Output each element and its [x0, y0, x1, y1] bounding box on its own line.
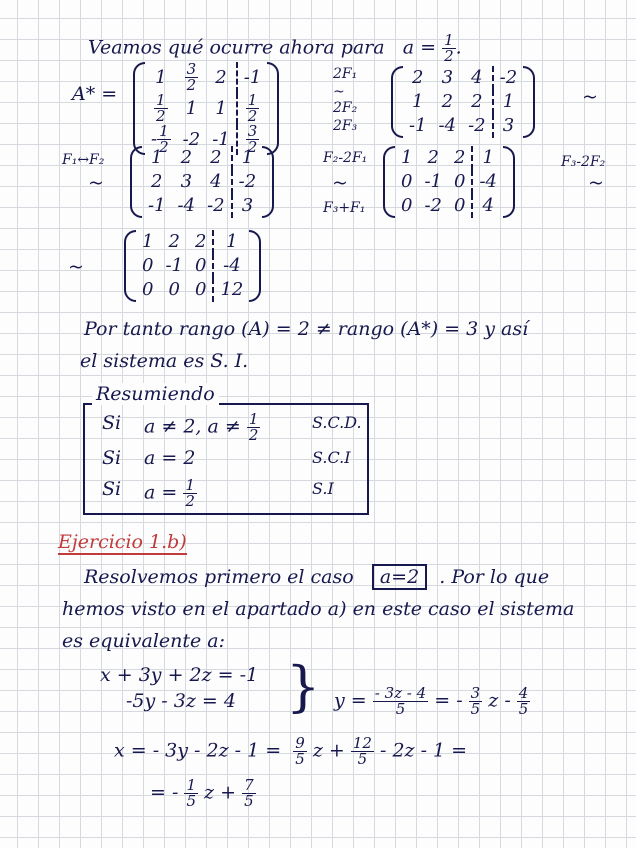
matrix-cell: -2 — [493, 66, 524, 90]
fraction: $\frac{3}{2}$ — [247, 122, 258, 156]
summary-si: Si — [102, 447, 122, 469]
summary-condition: a ≠ 2, a ≠ $\frac{1}{2}$ — [144, 410, 259, 444]
matrix-cell: 3 — [441, 67, 454, 88]
matrix-cell: -2 — [232, 170, 263, 194]
matrix-cell: 1 — [213, 230, 249, 254]
intro-text: Veamos qué ocurre ahora para — [88, 36, 385, 59]
tilde: ~ — [332, 172, 348, 194]
matrix-cell: 0 — [168, 279, 180, 300]
matrix-cell: 1 — [151, 147, 163, 168]
summary-si: Si — [102, 412, 122, 434]
fraction: $\frac{7}{5}$ — [244, 776, 254, 810]
case-box: a=2 — [372, 564, 427, 590]
row-op: F₃-2F₂ — [561, 154, 606, 170]
tilde: ~ — [88, 172, 104, 194]
matrix-cell — [177, 62, 207, 93]
matrix-cell: 0 — [142, 279, 154, 300]
matrix-cell: -1 — [148, 195, 166, 216]
matrix-cell: 1 — [412, 91, 424, 112]
matrix-cell: 2 — [441, 91, 454, 112]
matrix-4 — [395, 146, 503, 218]
fraction: $\frac{1}{2}$ — [156, 91, 166, 125]
fraction: $\frac{4}{5}$ — [518, 684, 529, 718]
matrix-cell: 1 — [232, 146, 263, 170]
row-op: 2F₁ — [333, 66, 358, 82]
exercise-heading: Ejercicio 1.b) — [58, 531, 187, 553]
summary-condition: a = $\frac{1}{2}$ — [144, 476, 195, 510]
matrix-cell: 3 — [232, 194, 263, 218]
matrix-cell: -2 — [468, 115, 486, 136]
matrix-cell: 0 — [401, 171, 413, 192]
astar-label: A* = — [72, 83, 118, 105]
matrix-2 — [403, 66, 523, 138]
fraction: $\frac{3}{2}$ — [186, 60, 197, 94]
system-eq-2: -5y - 3z = 4 — [126, 690, 236, 712]
matrix-cell: 4 — [472, 194, 503, 218]
fraction: $\frac{1}{2}$ — [185, 476, 195, 510]
matrix-cell: 2 — [151, 171, 163, 192]
matrix-row — [403, 66, 523, 90]
matrix-cell: 0 — [401, 195, 413, 216]
matrix-row — [395, 170, 503, 194]
fraction: $\frac{1}{2}$ — [444, 31, 454, 65]
fraction: $\frac{1}{5}$ — [186, 776, 196, 810]
row-op: F₃+F₁ — [323, 200, 366, 216]
fraction: $\frac{1}{2}$ — [248, 410, 259, 444]
matrix-cell: 2 — [195, 231, 207, 252]
row-op-swap: F₁↔F₂ — [62, 152, 105, 168]
summary-result: S.I — [312, 479, 334, 498]
matrix-row — [136, 278, 249, 302]
matrix-cell: 3 — [180, 171, 193, 192]
matrix-cell: 12 — [213, 278, 249, 302]
matrix-cell: -2 — [182, 128, 201, 150]
matrix-row — [403, 90, 523, 114]
matrix-cell: 1 — [493, 90, 524, 114]
matrix-cell: 2 — [427, 147, 439, 168]
matrix-cell: 2 — [168, 231, 180, 252]
matrix-cell: 0 — [195, 255, 207, 276]
matrix-cell: -1 — [237, 62, 268, 93]
matrix-5 — [136, 230, 249, 302]
matrix-row — [136, 230, 249, 254]
summary-si: Si — [102, 478, 122, 500]
matrix-cell: 2 — [210, 147, 222, 168]
matrix-row — [142, 170, 262, 194]
fraction: $\frac{12}{5}$ — [352, 734, 372, 768]
matrix-cell: 1 — [185, 97, 198, 119]
paragraph-line-3: es equivalente a: — [62, 630, 226, 652]
summary-title: Resumiendo — [92, 383, 219, 405]
fraction: $\frac{- 3z - 4}{5}$ — [374, 684, 427, 718]
matrix-row — [142, 146, 262, 170]
row-op: ~ — [333, 84, 345, 100]
matrix-cell: 4 — [210, 171, 222, 192]
matrix-cell: -4 — [177, 195, 196, 216]
matrix-cell: -2 — [424, 195, 442, 216]
matrix-row — [145, 62, 267, 93]
matrix-cell: 1 — [155, 66, 167, 88]
matrix-cell: - $\frac{1}{2}$ — [151, 122, 169, 156]
matrix-3 — [142, 146, 262, 218]
tilde: ~ — [588, 172, 604, 194]
matrix-cell: 4 — [471, 67, 483, 88]
matrix-row — [395, 194, 503, 218]
matrix-1 — [145, 62, 267, 155]
system-brace: } — [286, 655, 321, 718]
matrix-cell: 2 — [471, 91, 483, 112]
system-eq-1: x + 3y + 2z = -1 — [100, 664, 259, 686]
matrix-cell: 1 — [472, 146, 503, 170]
x-solution-1: x = - 3y - 2z - 1 = $\frac{9}{5}$ z + $\frac{12}{5}$ - 2z - 1 = — [114, 734, 468, 768]
matrix-cell: -2 — [207, 195, 225, 216]
tilde: ~ — [68, 256, 84, 278]
matrix-cell: -4 — [472, 170, 503, 194]
fraction: $\frac{1}{2}$ — [159, 122, 169, 156]
matrix-cell: -4 — [438, 115, 457, 136]
matrix-cell: 2 — [215, 66, 227, 88]
x-solution-2: = - $\frac{1}{5}$ z + $\frac{7}{5}$ — [150, 776, 254, 810]
matrix-cell: 2 — [180, 147, 193, 168]
matrix-cell: 0 — [454, 171, 466, 192]
matrix-cell: 1 — [215, 97, 227, 119]
matrix-row — [403, 114, 523, 138]
matrix-cell: 0 — [142, 255, 154, 276]
paragraph-line-2: hemos visto en el apartado a) en este caso el sistema — [62, 598, 575, 620]
matrix-row — [145, 93, 267, 124]
matrix-cell: 0 — [195, 279, 207, 300]
tilde: ~ — [582, 86, 598, 108]
matrix-cell — [145, 93, 177, 124]
matrix-cell: -1 — [409, 115, 427, 136]
conclusion-line-2: el sistema es S. I. — [80, 350, 249, 372]
summary-result: S.C.D. — [312, 413, 362, 432]
row-op: F₂-2F₁ — [323, 150, 368, 166]
matrix-cell: -4 — [213, 254, 249, 278]
fraction: $\frac{3}{5}$ — [470, 684, 481, 718]
matrix-cell: -1 — [165, 255, 183, 276]
matrix-cell: -1 — [212, 128, 230, 150]
intro-eq: a = — [402, 36, 437, 59]
fraction: $\frac{9}{5}$ — [295, 734, 305, 768]
matrix-cell: 3 — [493, 114, 524, 138]
paragraph-line-1: Resolvemos primero el caso a=2 . Por lo que — [84, 566, 550, 588]
matrix-cell — [237, 93, 268, 124]
summary-condition: a = 2 — [144, 447, 196, 469]
matrix-row — [136, 254, 249, 278]
conclusion-line-1: Por tanto rango (A) = 2 ≠ rango (A*) = 3 y así — [84, 318, 529, 340]
matrix-cell: 2 — [454, 147, 466, 168]
matrix-row — [395, 146, 503, 170]
matrix-cell: 0 — [454, 195, 466, 216]
row-op: 2F₂ — [333, 100, 358, 116]
row-op: 2F₃ — [333, 118, 358, 134]
matrix-cell: 1 — [142, 231, 154, 252]
fraction: $\frac{1}{2}$ — [247, 91, 258, 125]
y-solution: y = $\frac{- 3z - 4}{5}$ = - $\frac{3}{5}$ z - $\frac{4}{5}$ — [334, 684, 529, 718]
summary-result: S.C.I — [312, 448, 351, 467]
matrix-row — [142, 194, 262, 218]
matrix-cell: 2 — [412, 67, 424, 88]
matrix-cell: -1 — [424, 171, 442, 192]
matrix-cell: 1 — [401, 147, 413, 168]
intro-line: Veamos qué ocurre ahora para a = $\frac{1}{2}$ . — [88, 31, 462, 65]
